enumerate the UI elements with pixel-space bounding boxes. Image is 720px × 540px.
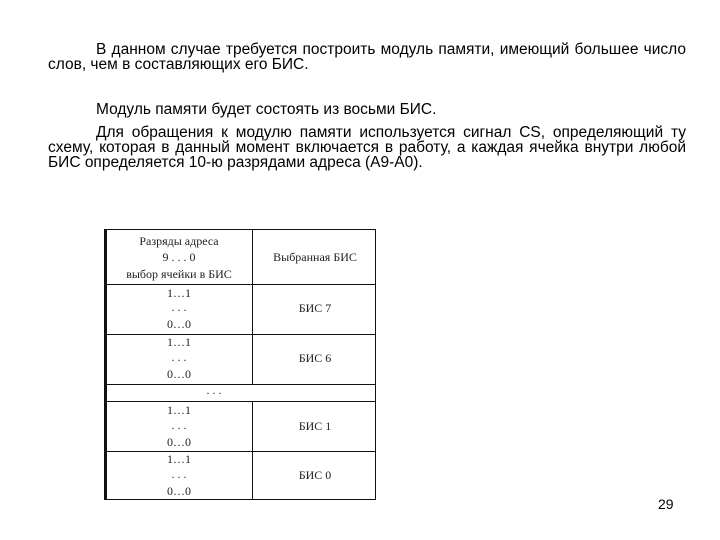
row-address-bottom: 0…0: [167, 435, 191, 449]
chip-label: БИС 6: [298, 351, 332, 365]
table-left-border: [104, 229, 107, 500]
table-row-divider: [104, 451, 376, 452]
row-address-top: 1…1: [167, 452, 191, 466]
row-address-dots: . . .: [171, 350, 187, 364]
row-address-bottom: 0…0: [167, 367, 191, 381]
page-number: 29: [658, 496, 674, 512]
row-address-dots: . . .: [171, 467, 187, 481]
address-table: [104, 229, 376, 500]
table-header-divider: [104, 284, 376, 285]
row-address-top: 1…1: [167, 286, 191, 300]
row-address-dots: . . .: [171, 418, 187, 432]
row-address-top: 1…1: [167, 335, 191, 349]
table-right-border: [375, 229, 376, 500]
table-row-divider: [104, 334, 376, 335]
paragraph-module: Модуль памяти будет состоять из восьми БИС.: [96, 101, 437, 118]
chip-label: БИС 7: [298, 301, 332, 315]
header-address-range: 9 . . . 0: [162, 250, 196, 264]
row-address-top: 1…1: [167, 403, 191, 417]
table-bottom-border: [104, 499, 376, 500]
chip-label: БИС 1: [298, 419, 332, 433]
paragraph-intro: В данном случае требуется построить модуль памяти, имеющий большее число слов, чем в составляющих его БИС.: [48, 41, 686, 73]
row-address-bottom: 0…0: [167, 484, 191, 498]
row-address-dots: . . .: [171, 300, 187, 314]
table-top-border: [104, 229, 376, 230]
table-ellipsis: . . .: [206, 383, 222, 397]
header-chip-title: Выбранная БИС: [273, 250, 357, 264]
table-column-divider-upper: [252, 229, 253, 384]
chip-label: БИС 0: [298, 468, 332, 482]
header-address-title: Разряды адреса: [139, 234, 219, 248]
row-address-bottom: 0…0: [167, 317, 191, 331]
table-row-divider: [104, 401, 376, 402]
header-address-subtitle: выбор ячейки в БИС: [126, 267, 232, 281]
paragraph-cs-signal: Для обращения к модулю памяти используется сигнал CS, определяющий ту схему, которая в данный момент включается в работу, а каждая ячейка внутри любой БИС определяется 10-ю разрядами адреса (A9-A0).: [48, 124, 686, 171]
